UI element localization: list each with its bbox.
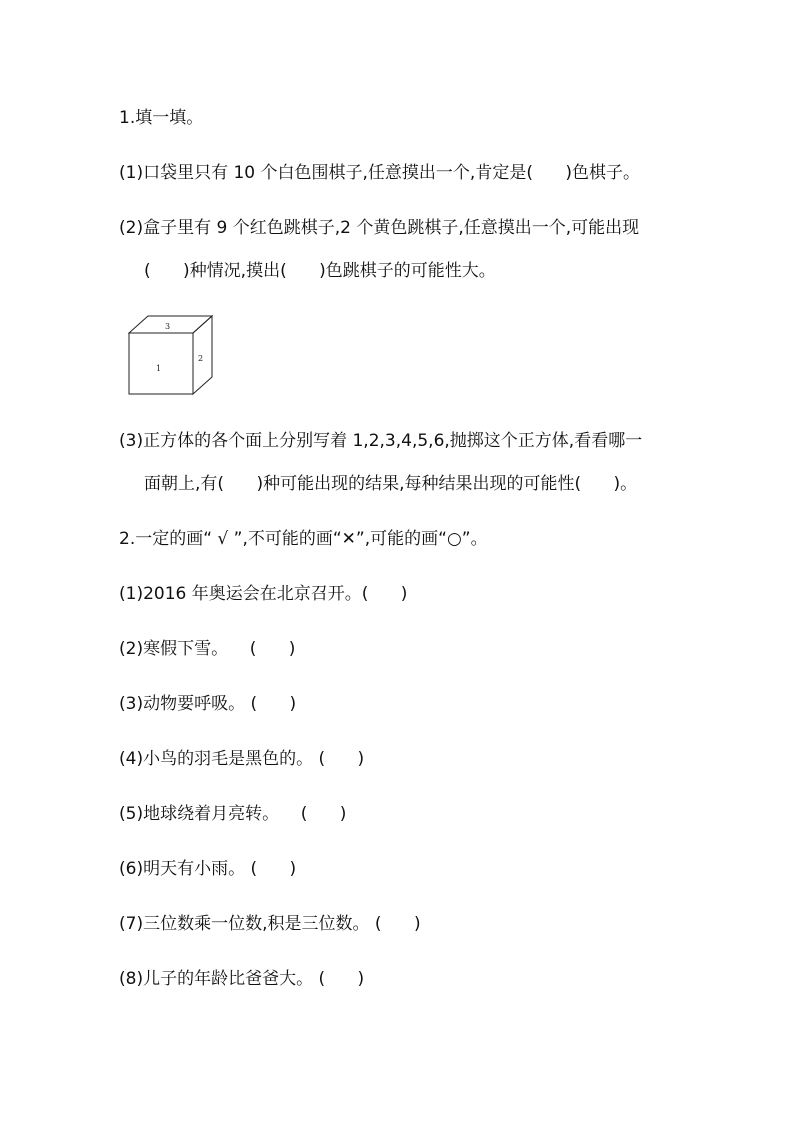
judgment-item-4: (4)小鸟的羽毛是黑色的。 ( ) (119, 749, 365, 769)
cube-label-top: 3 (165, 322, 171, 331)
cube-diagram (126, 313, 216, 397)
judgment-item-2: (2)寒假下雪。 ( ) (119, 639, 296, 659)
question-1-3-line2: 面朝上,有( )种可能出现的结果,每种结果出现的可能性( )。 (144, 474, 638, 494)
question-1-2-line1: (2)盒子里有 9 个红色跳棋子,2 个黄色跳棋子,任意摸出一个,可能出现 (119, 218, 640, 238)
section1-title: 1.填一填。 (119, 108, 204, 128)
judgment-item-8: (8)儿子的年龄比爸爸大。 ( ) (119, 969, 365, 989)
judgment-item-5: (5)地球绕着月亮转。 ( ) (119, 804, 347, 824)
cube-label-right: 2 (198, 354, 204, 363)
judgment-item-1: (1)2016 年奥运会在北京召开。( ) (119, 584, 408, 604)
judgment-item-6: (6)明天有小雨。 ( ) (119, 859, 297, 879)
question-1-3-line1: (3)正方体的各个面上分别写着 1,2,3,4,5,6,抛掷这个正方体,看看哪一 (119, 431, 643, 451)
judgment-item-3: (3)动物要呼吸。 ( ) (119, 694, 297, 714)
section2-title: 2.一定的画“ √ ”,不可能的画“✕”,可能的画“○”。 (119, 529, 488, 549)
question-1-1: (1)口袋里只有 10 个白色围棋子,任意摸出一个,肯定是( )色棋子。 (119, 163, 641, 183)
judgment-item-7: (7)三位数乘一位数,积是三位数。 ( ) (119, 914, 421, 934)
question-1-2-line2: ( )种情况,摸出( )色跳棋子的可能性大。 (144, 261, 496, 281)
cube-label-front: 1 (156, 364, 162, 373)
